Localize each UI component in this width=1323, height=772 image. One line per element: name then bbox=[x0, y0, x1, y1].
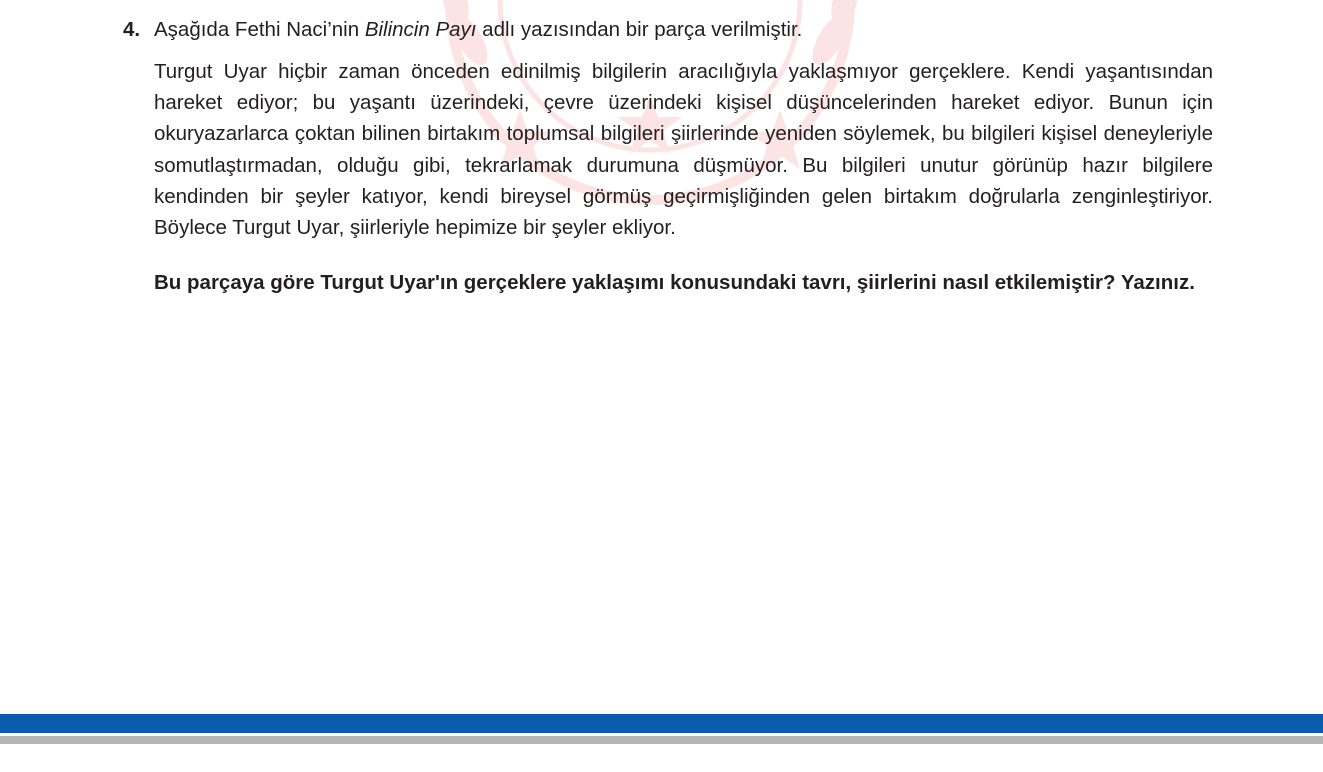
question-prompt: Bu parçaya göre Turgut Uyar'ın gerçeklere yaklaşımı konusundaki tavrı, şiirlerini nasıl etkilemiştir? Yazınız. bbox=[154, 271, 1195, 295]
reading-passage: Turgut Uyar hiçbir zaman önceden edinilmiş bilgilerin aracılığıyla yaklaşmıyor gerçeklere. Kendi yaşantısından hareket ediyor; bu yaşantı üzerindeki, çevre üzerindeki kişisel düşüncelerinden hareket ediyor. Bunun için okuryazarlarca çoktan bilinen birtakım toplumsal bilgileri şiirlerinde yeniden söylemek, bu bilgileri kişisel deneyleriyle somutlaştırmadan, olduğu gibi, tekrarlamak durumuna düşmüyor. Bu bilgileri unutur görünüp hazır bilgilere kendinden bir şeyler katıyor, kendi bireysel görmüş geçirmişliğinden gelen birtakım doğrularla zenginleştiriyor. Böylece Turgut Uyar, şiirleriyle hepimize bir şeyler ekliyor. bbox=[154, 60, 1213, 240]
footer-bar bbox=[0, 714, 1323, 733]
stem-after: adlı yazısından bir parça verilmiştir. bbox=[476, 18, 803, 41]
question-block bbox=[123, 14, 1213, 298]
stem-before: Aşağıda Fethi Naci’nin bbox=[154, 18, 365, 41]
question-stem-text bbox=[154, 14, 802, 45]
book-title: Bilincin Payı bbox=[364, 18, 477, 41]
question-stem bbox=[123, 14, 1213, 45]
footer-stripe bbox=[0, 736, 1323, 744]
question-number: 4. bbox=[123, 18, 141, 41]
